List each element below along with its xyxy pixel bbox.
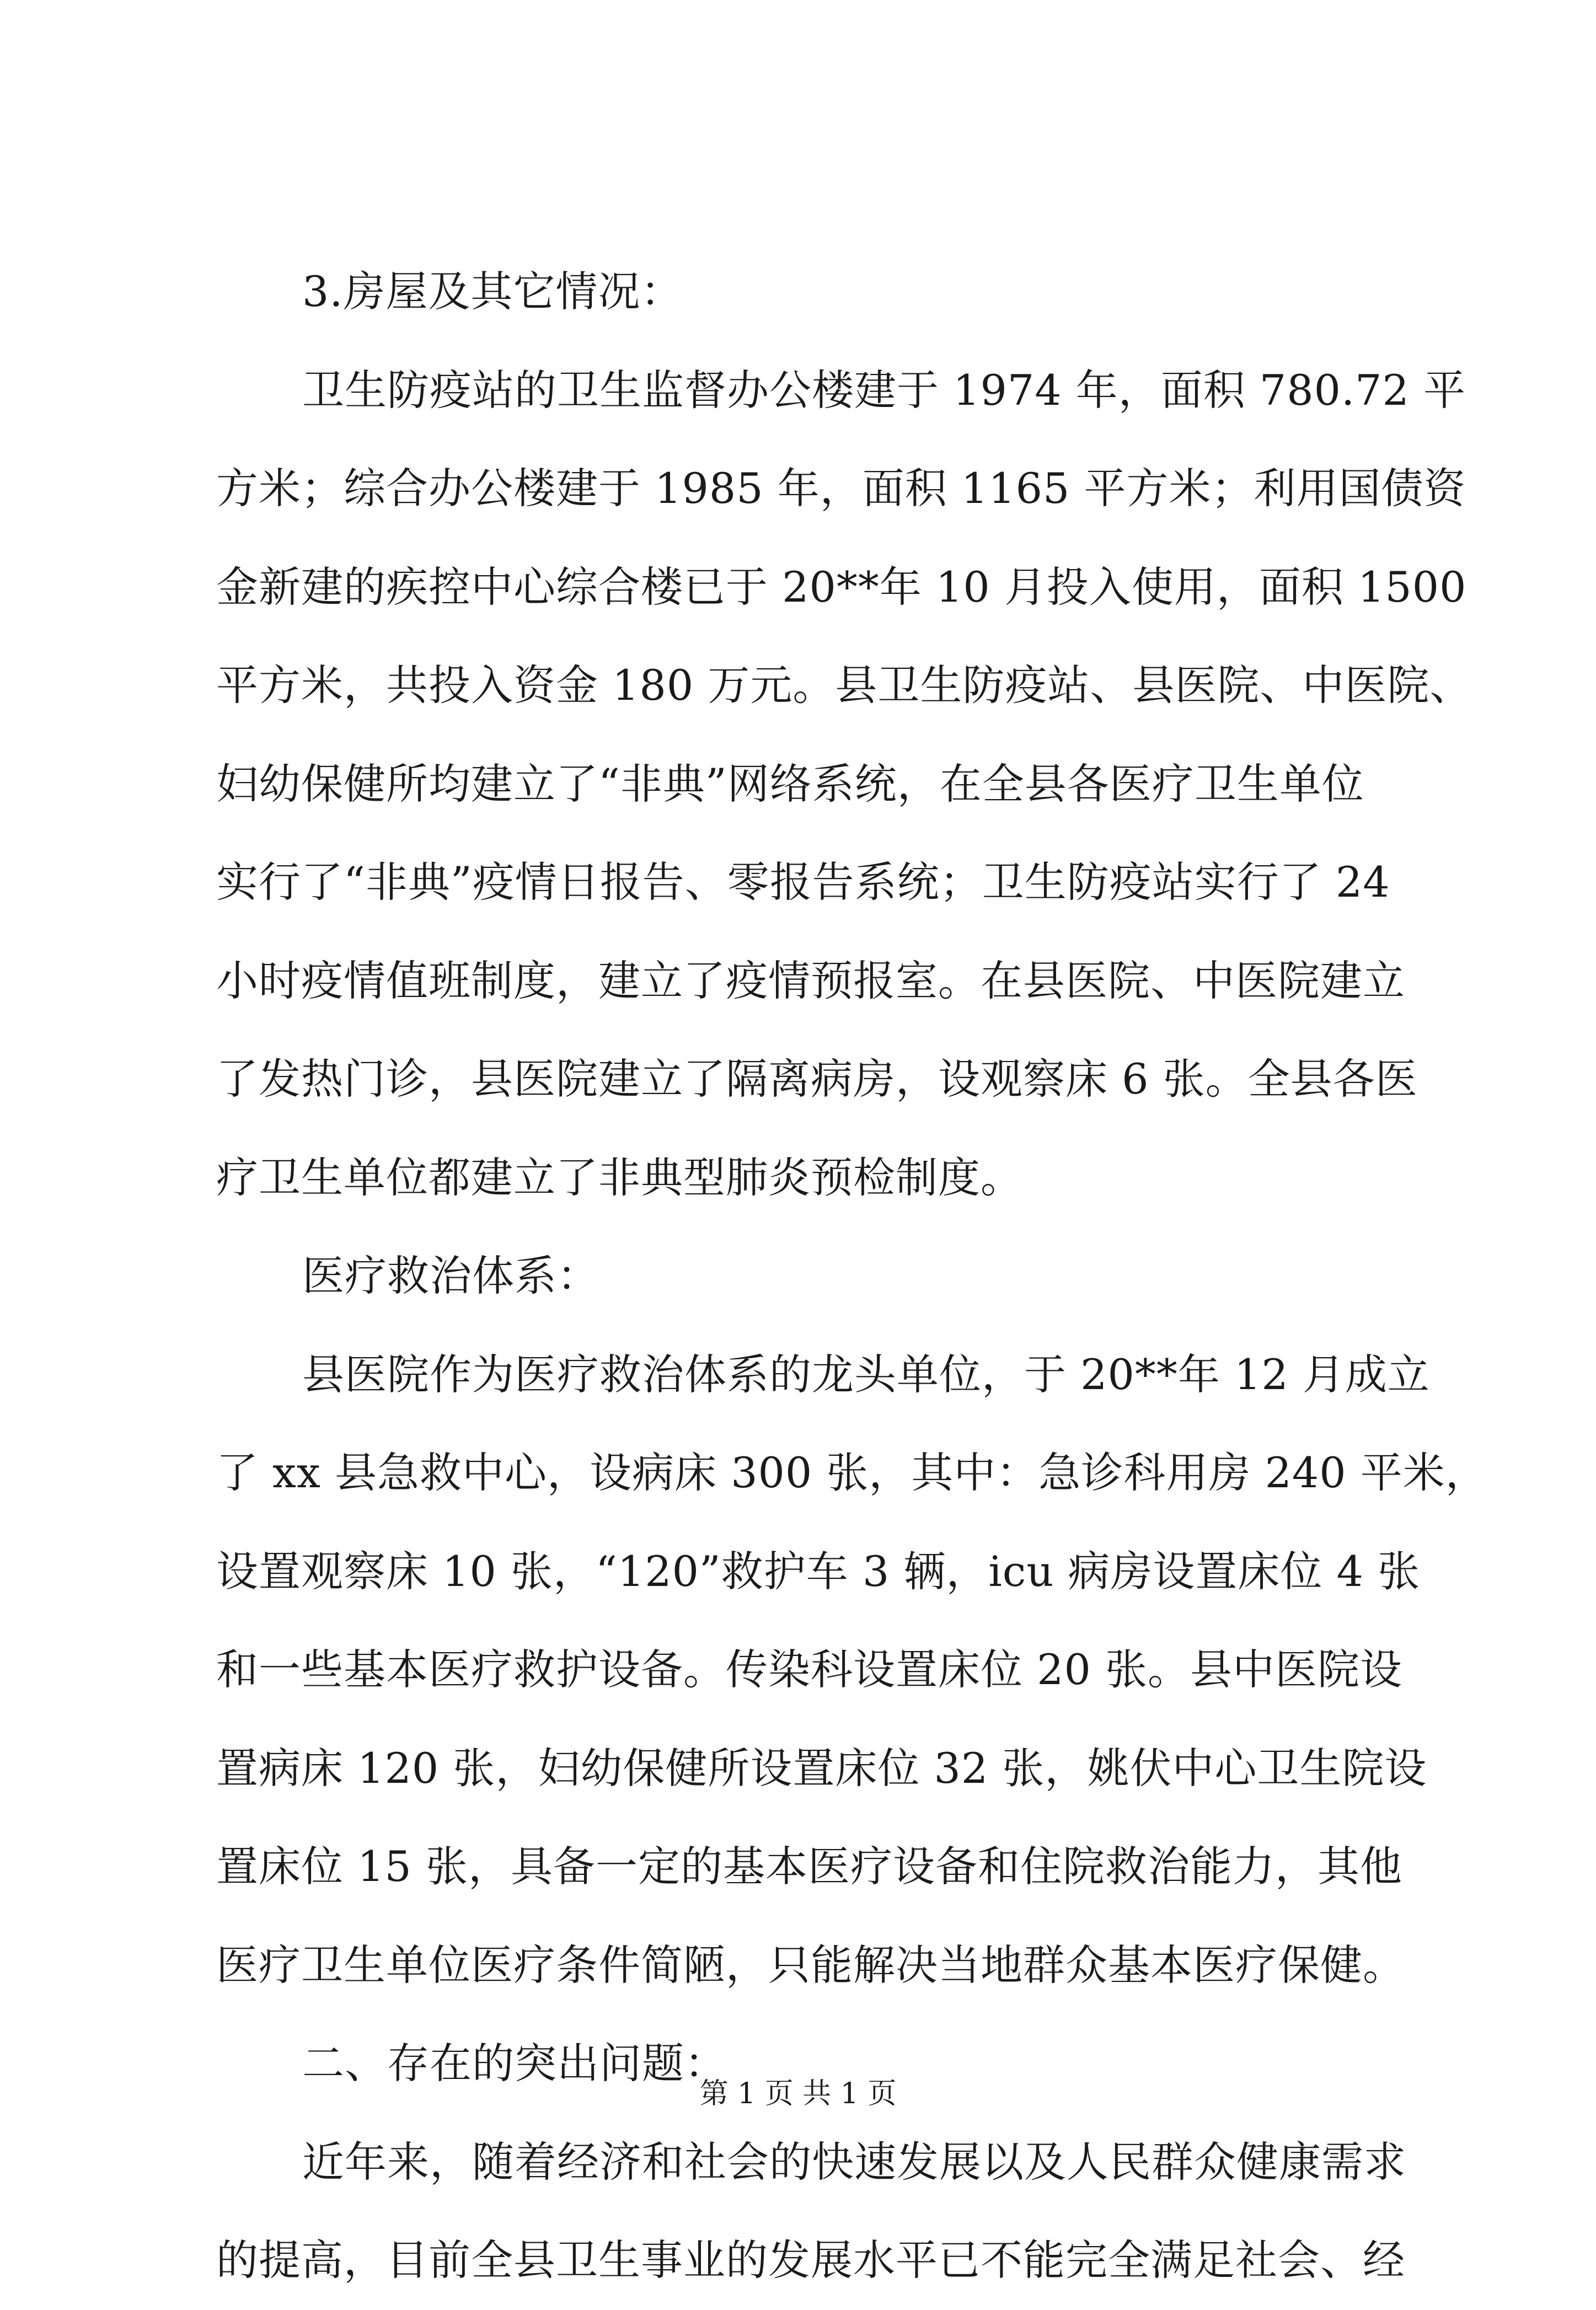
paragraph-line: 妇幼保健所均建立了“非典”网络系统，在全县各医疗卫生单位 [216,759,1364,808]
paragraph-line: 了发热门诊，县医院建立了隔离病房，设观察床 6 张。全县各医 [216,1054,1418,1103]
paragraph-line: 的提高，目前全县卫生事业的发展水平已不能完全满足社会、经 [216,2236,1405,2285]
paragraph-line: 平方米，共投入资金 180 万元。县卫生防疫站、县医院、中医院、 [216,661,1472,710]
paragraph-line: 和一些基本医疗救护设备。传染科设置床位 20 张。县中医院设 [216,1645,1403,1694]
paragraph-line: 实行了“非典”疫情日报告、零报告系统；卫生防疫站实行了 24 [216,857,1390,907]
paragraph-line: 疗卫生单位都建立了非典型肺炎预检制度。 [216,1153,1023,1202]
section-heading-medical-system: 医疗救治体系： [302,1251,599,1300]
section-heading-problems: 二、存在的突出问题： [302,2039,727,2088]
document-body [216,243,1488,2310]
page-footer: 第 1 页 共 1 页 [699,2077,897,2110]
paragraph-line: 医疗卫生单位医疗条件简陋，只能解决当地群众基本医疗保健。 [216,1940,1405,1990]
paragraph-line: 金新建的疾控中心综合楼已于 20**年 10 月投入使用，面积 1500 [216,562,1467,612]
paragraph-line: 卫生防疫站的卫生监督办公楼建于 1974 年，面积 780.72 平 [302,365,1466,415]
paragraph-line: 小时疫情值班制度，建立了疫情预报室。在县医院、中医院建立 [216,956,1405,1005]
paragraph-line: 置床位 15 张，具备一定的基本医疗设备和住院救治能力，其他 [216,1842,1403,1891]
paragraph-line: 置病床 120 张，妇幼保健所设置床位 32 张，姚伏中心卫生院设 [216,1743,1427,1793]
paragraph-line: 县医院作为医疗救治体系的龙头单位，于 20**年 12 月成立 [302,1349,1430,1399]
paragraph-line: 设置观察床 10 张，“120”救护车 3 辆，icu 病房设置床位 4 张 [216,1546,1421,1596]
paragraph-line: 近年来，随着经济和社会的快速发展以及人民群众健康需求 [302,2137,1406,2186]
paragraph-line: 了 xx 县急救中心，设病床 300 张，其中：急诊科用房 240 平米， [216,1448,1488,1497]
section-heading-housing: 3.房屋及其它情况： [302,267,683,316]
paragraph-line: 方米；综合办公楼建于 1985 年，面积 1165 平方米；利用国债资 [216,464,1466,513]
